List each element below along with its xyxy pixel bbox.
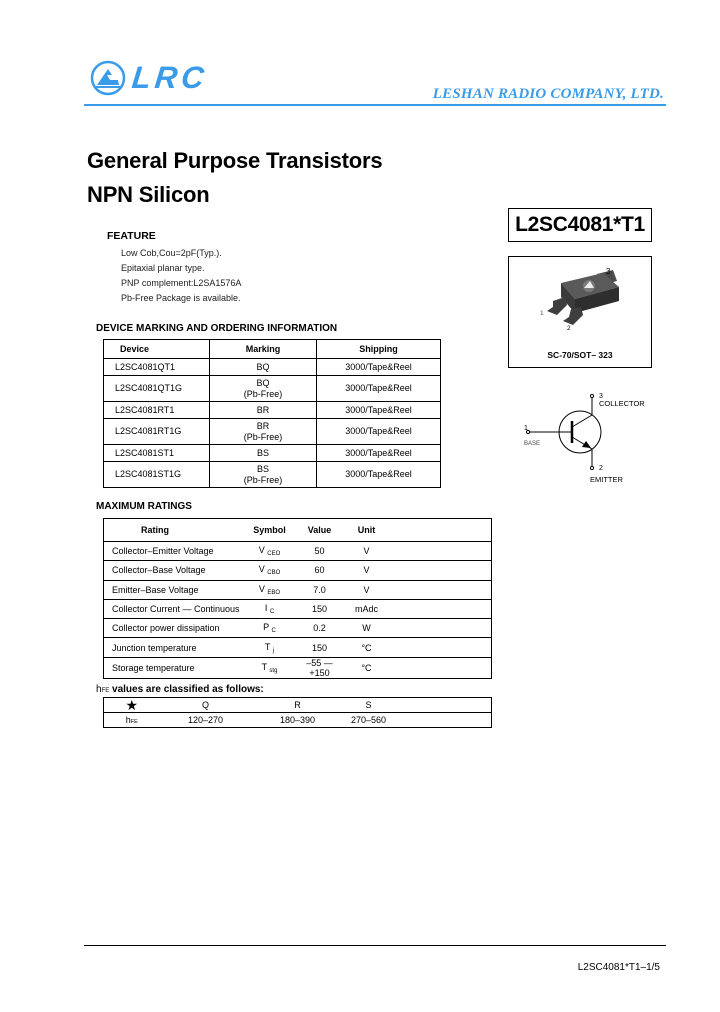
ordering-table [103,339,441,488]
hfe-heading: hFE values are classified as follows: [96,684,264,695]
logo-text: LRC [130,60,210,95]
table-row: Collector Current — Continuous I $_C$ 150 mAdc [104,599,492,618]
svg-text:2: 2 [599,465,603,472]
svg-text:3: 3 [599,393,603,400]
header-divider [84,104,666,106]
table-row: Junction temperature T $_j$ 150 °C [104,638,492,657]
feature-item: Low Cob,Cou=2pF(Typ.). [121,248,222,258]
table-row: L2SC4081RT1G BR (Pb-Free) 3000/Tape&Reel [104,419,441,445]
column-header: Device [104,340,210,359]
package-label: SC-70/SOT– 323 [547,350,613,360]
column-header: Marking [210,340,317,359]
svg-text:EMITTER: EMITTER [590,475,623,484]
table-row: Collector power dissipation P $_C$ 0.2 W [104,619,492,638]
svg-text:2: 2 [567,325,571,332]
svg-text:BASE: BASE [524,441,541,447]
feature-item: Epitaxial planar type. [121,263,205,273]
column-header: Unit [357,525,376,535]
table-row: L2SC4081QT1G BQ (Pb-Free) 3000/Tape&Reel [104,376,441,402]
page-footer: L2SC4081*T1–1/5 [577,962,660,973]
table-row: L2SC4081ST1G BS (Pb-Free) 3000/Tape&Reel [104,462,441,488]
company-name: LESHAN RADIO COMPANY, LTD. [432,86,664,102]
company-logo [90,58,208,98]
npn-transistor-symbol-icon [510,388,660,493]
table-row: Storage temperature T $_{stg}$ –55 —+150 °C [104,657,492,678]
table-row: ★ Q R S [104,698,492,713]
column-header: Symbol [253,525,286,535]
table-row: hFE 120–270 180–390 270–560 [104,713,492,728]
document-title: General Purpose Transistors [87,148,383,173]
table-row: L2SC4081QT1 BQ 3000/Tape&Reel [104,359,441,376]
column-header: Rating [141,525,169,535]
ratings-heading: MAXIMUM RATINGS [96,501,192,512]
feature-item: PNP complement:L2SA1576A [121,278,242,288]
hfe-table [103,697,492,728]
feature-heading: FEATURE [107,230,156,242]
star-icon: ★ [125,697,139,713]
lrc-logo-icon [90,60,126,96]
document-subtitle: NPN Silicon [87,182,210,207]
sot323-package-icon [509,257,653,349]
column-header: Shipping [317,340,441,359]
svg-text:1: 1 [524,425,528,432]
package-figure [508,256,652,368]
svg-text:1: 1 [540,310,544,317]
svg-text:3: 3 [606,267,611,276]
footer-divider [84,945,666,946]
feature-item: Pb-Free Package is available. [121,293,241,303]
table-row: L2SC4081RT1 BR 3000/Tape&Reel [104,402,441,419]
ratings-table [103,518,492,679]
table-row: Collector–Emitter Voltage V $_{CEO}$ 50 V [104,542,492,561]
ordering-heading: DEVICE MARKING AND ORDERING INFORMATION [96,323,338,334]
table-row: Emitter–Base Voltage V $_{EBO}$ 7.0 V [104,580,492,599]
table-row: L2SC4081ST1 BS 3000/Tape&Reel [104,445,441,462]
svg-text:COLLECTOR: COLLECTOR [599,399,645,408]
column-header: Value [307,525,332,535]
feature-list [121,246,241,306]
part-number-box: L2SC4081*T1 [508,208,652,242]
table-row: Collector–Base Voltage V $_{CBO}$ 60 V [104,561,492,580]
